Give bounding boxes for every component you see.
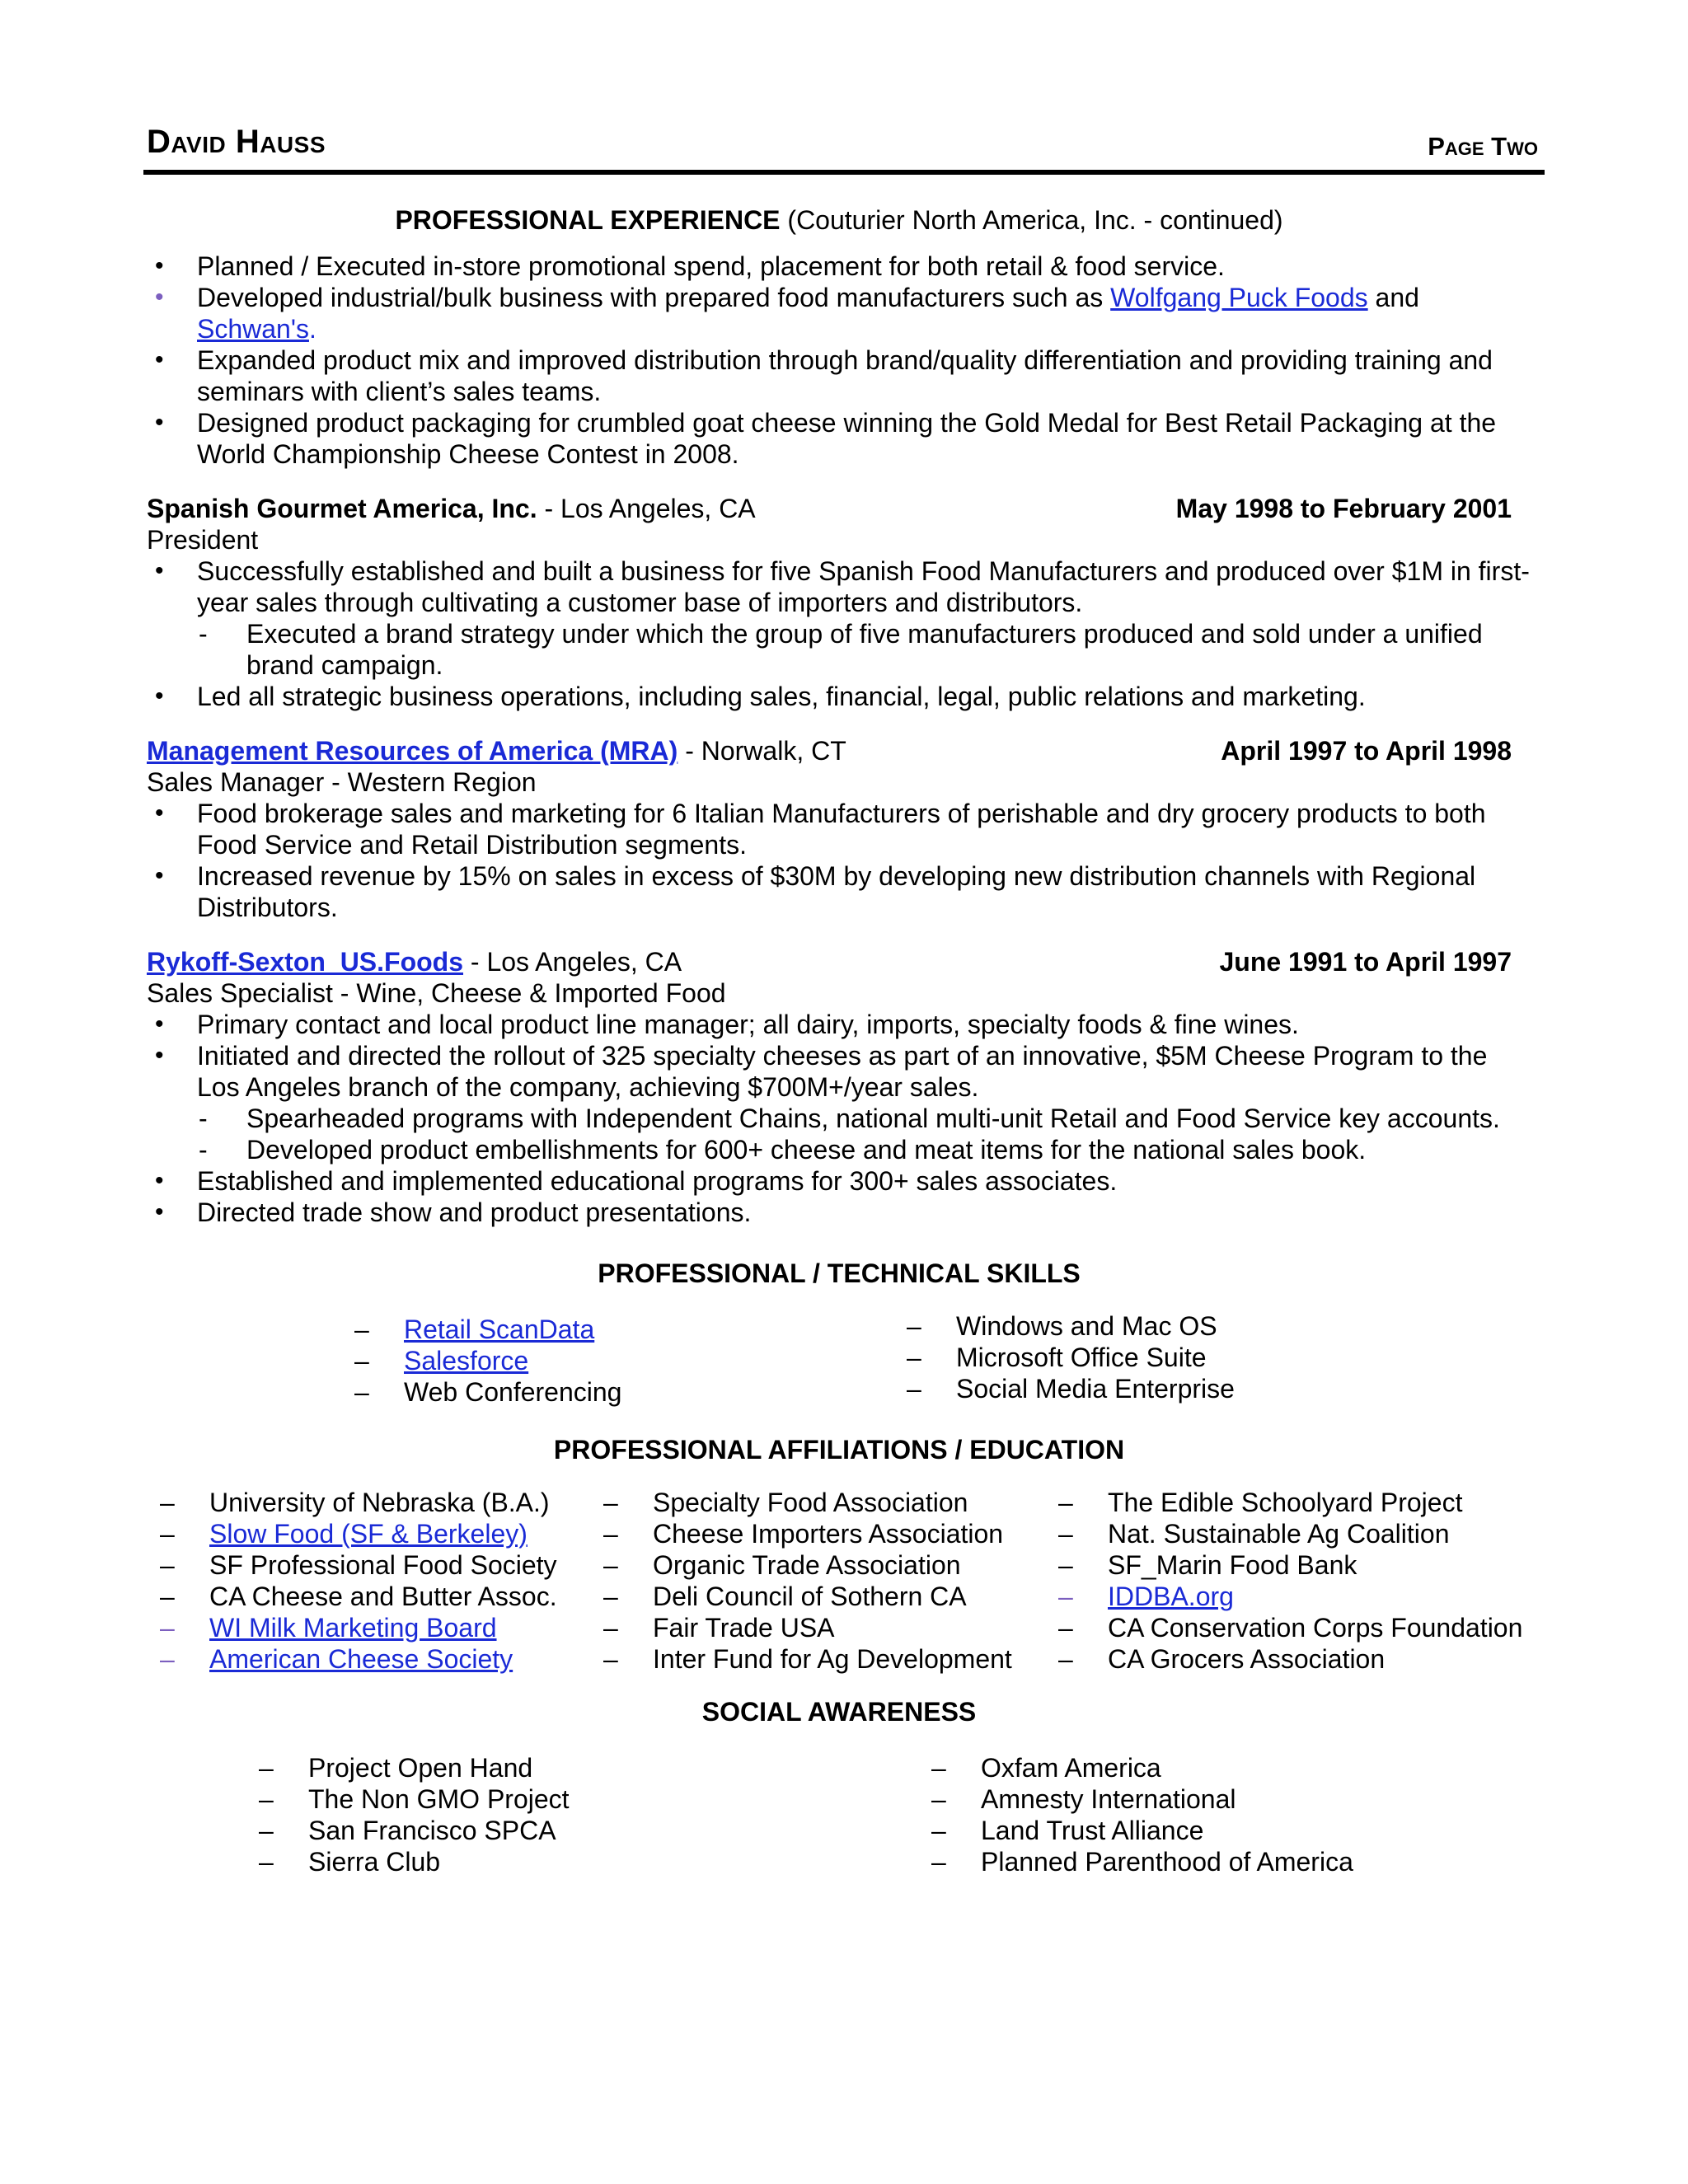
list-item: – Inter Fund for Ag Development — [603, 1643, 1058, 1675]
bullet-text: Developed industrial/bulk business with prepared food manufacturers such as — [197, 283, 1111, 312]
job-bullets — [147, 798, 1531, 923]
list-item: – University of Nebraska (B.A.) — [160, 1487, 603, 1518]
list-item: – Windows and Mac OS — [907, 1310, 1235, 1342]
list-item: – Specialty Food Association — [603, 1487, 1058, 1518]
skills-section-title: PROFESSIONAL / TECHNICAL SKILLS — [598, 1258, 1081, 1288]
affiliations-col1 — [160, 1487, 603, 1675]
experience-section-title — [147, 204, 1531, 236]
social-left-list — [259, 1752, 931, 1877]
affiliations-col2 — [603, 1487, 1058, 1675]
list-item — [147, 1040, 1531, 1165]
job-dates: April 1997 to April 1998 — [1221, 736, 1512, 766]
list-item: – Cheese Importers Association — [603, 1518, 1058, 1549]
job-dates: May 1998 to February 2001 — [1175, 494, 1512, 523]
list-item: – Social Media Enterprise — [907, 1373, 1235, 1404]
page-header — [143, 124, 1545, 175]
retail-scandata-link[interactable]: Retail ScanData — [404, 1315, 595, 1344]
list-item: - Spearheaded programs with Independent Chains, national multi-unit Retail and Food Service key accounts. — [197, 1103, 1531, 1134]
bullet-text: and — [1367, 283, 1419, 312]
list-item: • Increased revenue by 15% on sales in excess of $30M by developing new distribution channels with Regional Distributors. — [147, 860, 1531, 923]
mra-link[interactable]: Management Resources of America (MRA) — [147, 736, 678, 766]
list-item: – Fair Trade USA — [603, 1612, 1058, 1643]
bullet-text: . — [308, 314, 316, 344]
list-item: • Expanded product mix and improved distribution through brand/quality differentiation and providing training and seminars with client’s sales teams. — [147, 344, 1531, 407]
list-item: • Designed product packaging for crumbled goat cheese winning the Gold Medal for Best Retail Packaging at the World Championship Cheese Contest in 2008. — [147, 407, 1531, 470]
list-item: – Project Open Hand — [259, 1752, 931, 1783]
wolfgang-puck-link[interactable]: Wolfgang Puck Foods — [1110, 283, 1368, 312]
job-role: President — [147, 525, 259, 555]
schwans-link[interactable]: Schwan's — [197, 314, 309, 344]
list-item: • Primary contact and local product line manager; all dairy, imports, specialty foods & fine wines. — [147, 1009, 1531, 1040]
list-item: – Sierra Club — [259, 1846, 931, 1877]
candidate-name: David Hauss — [147, 124, 326, 160]
job-role: Sales Specialist - Wine, Cheese & Imported Food — [147, 978, 726, 1008]
skills-right-list — [907, 1310, 1235, 1408]
couturier-bullets — [147, 251, 1531, 470]
sub-bullets — [197, 1103, 1531, 1165]
list-item: – The Non GMO Project — [259, 1783, 931, 1815]
list-item: – Amnesty International — [931, 1783, 1353, 1815]
list-item: – Web Conferencing — [354, 1376, 907, 1408]
job-dates: June 1991 to April 1997 — [1219, 947, 1512, 977]
sub-bullets — [197, 618, 1531, 681]
list-item: – CA Conservation Corps Foundation — [1058, 1612, 1522, 1643]
skills-columns — [147, 1311, 1531, 1408]
job-location: - Los Angeles, CA — [537, 494, 756, 523]
skills-left-list — [354, 1314, 907, 1408]
list-item — [160, 1612, 603, 1643]
experience-subtitle: (Couturier North America, Inc. - continued) — [787, 205, 1283, 235]
list-item: – CA Cheese and Butter Assoc. — [160, 1581, 603, 1612]
list-item — [354, 1314, 907, 1345]
bullet-text: Initiated and directed the rollout of 325 specialty cheeses as part of an innovative, $5M Cheese Program to the Los Angeles branch of the company, achieving $700M+/year sales. — [197, 1041, 1488, 1102]
list-item — [160, 1518, 603, 1549]
social-right-list — [931, 1752, 1353, 1877]
social-columns — [147, 1752, 1531, 1877]
list-item: – Land Trust Alliance — [931, 1815, 1353, 1846]
list-item — [354, 1345, 907, 1376]
list-item: – CA Grocers Association — [1058, 1643, 1522, 1675]
list-item: – Nat. Sustainable Ag Coalition — [1058, 1518, 1522, 1549]
list-item: • Established and implemented educational programs for 300+ sales associates. — [147, 1165, 1531, 1197]
job-location: - Norwalk, CT — [678, 736, 846, 766]
affiliations-section-title: PROFESSIONAL AFFILIATIONS / EDUCATION — [553, 1435, 1125, 1465]
social-section-title: SOCIAL AWARENESS — [701, 1697, 977, 1727]
job-location: - Los Angeles, CA — [463, 947, 682, 977]
list-item: • Directed trade show and product presentations. — [147, 1197, 1531, 1228]
affiliations-columns — [147, 1487, 1531, 1675]
list-item: – SF Professional Food Society — [160, 1549, 603, 1581]
list-item: – Microsoft Office Suite — [907, 1342, 1235, 1373]
list-item: • Planned / Executed in-store promotional spend, placement for both retail & food service. — [147, 251, 1531, 282]
bullet-text: Successfully established and built a business for five Spanish Food Manufacturers and produced over $1M in first-year sales through cultivating a customer base of importers and distributors. — [197, 556, 1530, 617]
list-item: – Organic Trade Association — [603, 1549, 1058, 1581]
american-cheese-society-link[interactable]: American Cheese Society — [209, 1644, 513, 1674]
list-item: – San Francisco SPCA — [259, 1815, 931, 1846]
job-header — [147, 946, 1531, 977]
list-item: – Planned Parenthood of America — [931, 1846, 1353, 1877]
list-item: • Led all strategic business operations, including sales, financial, legal, public relations and marketing. — [147, 681, 1531, 712]
experience-title: PROFESSIONAL EXPERIENCE — [395, 205, 781, 235]
page-label: Page Two — [1428, 132, 1538, 161]
list-item — [147, 555, 1531, 681]
resume-content — [147, 204, 1531, 1877]
list-item: - Developed product embellishments for 600+ cheese and meat items for the national sales book. — [197, 1134, 1531, 1165]
list-item: – SF_Marin Food Bank — [1058, 1549, 1522, 1581]
list-item: - Executed a brand strategy under which the group of five manufacturers produced and sold under a unified brand campaign. — [197, 618, 1531, 681]
list-item — [160, 1643, 603, 1675]
salesforce-link[interactable]: Salesforce — [404, 1346, 529, 1376]
job-header — [147, 735, 1531, 766]
list-item — [147, 282, 1531, 344]
job-role: Sales Manager - Western Region — [147, 767, 537, 797]
list-item: • Food brokerage sales and marketing for 6 Italian Manufacturers of perishable and dry grocery products to both Food Service and Retail Distribution segments. — [147, 798, 1531, 860]
list-item: – Deli Council of Sothern CA — [603, 1581, 1058, 1612]
rykoff-sexton-link[interactable]: Rykoff-Sexton US.Foods — [147, 947, 464, 977]
wi-milk-link[interactable]: WI Milk Marketing Board — [209, 1613, 497, 1643]
company-name: Spanish Gourmet America, Inc. — [147, 494, 537, 523]
job-bullets — [147, 555, 1531, 712]
job-header — [147, 493, 1531, 524]
slow-food-link[interactable]: Slow Food (SF & Berkeley) — [209, 1519, 528, 1549]
job-bullets — [147, 1009, 1531, 1228]
list-item: – The Edible Schoolyard Project — [1058, 1487, 1522, 1518]
iddba-link[interactable]: IDDBA.org — [1108, 1582, 1234, 1611]
list-item — [1058, 1581, 1522, 1612]
affiliations-col3 — [1058, 1487, 1522, 1675]
list-item: – Oxfam America — [931, 1752, 1353, 1783]
